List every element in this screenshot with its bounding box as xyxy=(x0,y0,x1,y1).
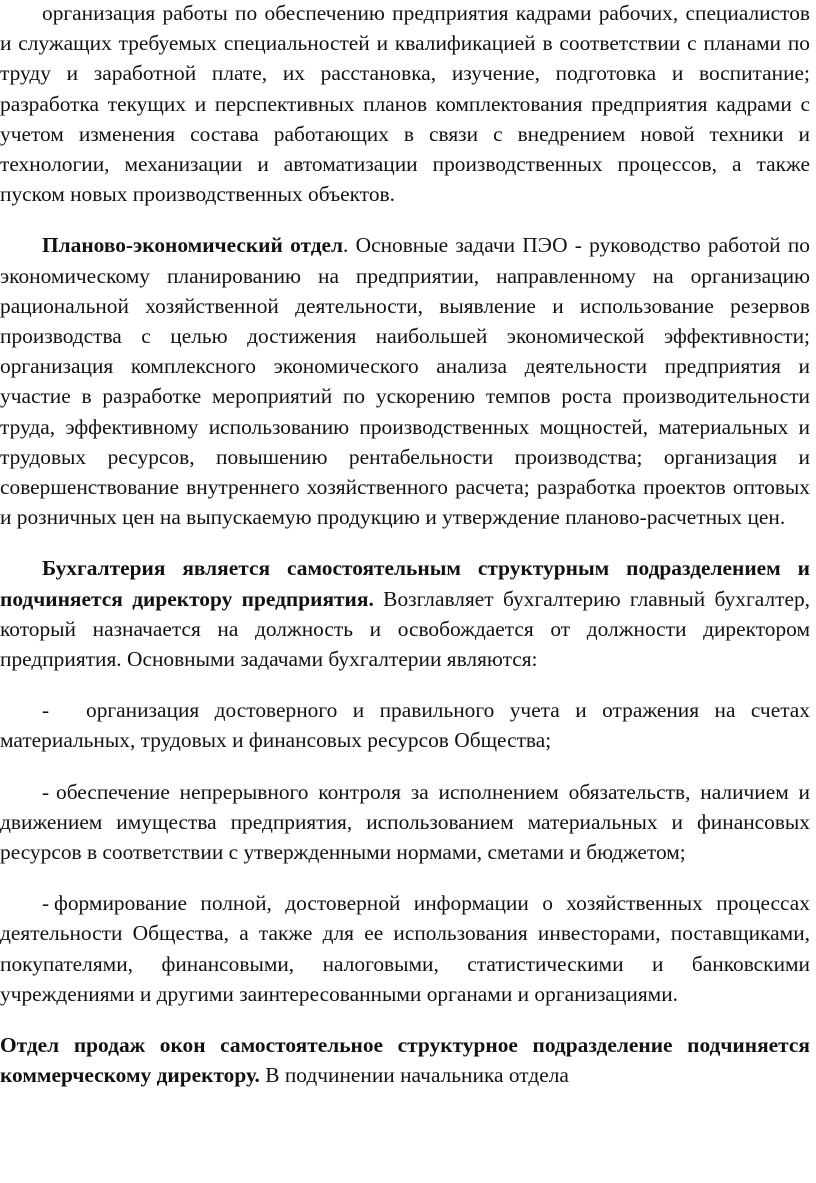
paragraph-hr-tasks: организация работы по обеспечению предприятия кадрами рабочих, специалистов и служащих требуемых специальностей и квалификацией в соответствии с планами по труду и заработной плате, их расстановка, изучение, подготовка и воспитание; разработка текущих и перспективных планов комплектования предприятия кадрами с учетом изменения состава работающих в связи с внедрением новой техники и технологии, механизации и автоматизации производственных процессов, а также пуском новых производственных объектов. xyxy=(0,1,810,207)
heading-planning-department: Планово-экономический отдел xyxy=(42,233,344,258)
list-dash: - xyxy=(42,779,50,804)
planning-department-text: . Основные задачи ПЭО - руководство работой по экономическому планированию на предприятии, направленному на организацию рациональной хозяйственной деятельности, выявление и использование резервов производства с целью достижения наибольшей экономической эффективности; организация комплексного экономического анализа деятельности предприятия и участие в разработке мероприятий по ускорению темпов роста производительности труда, эффективному использованию производственных мощностей, материальных и трудовых ресурсов, повышению рентабельности производства; организация и совершенствование внутреннего хозяйственного расчета; разработка проектов оптовых и розничных цен на выпускаемую продукцию и утверждение планово-расчетных цен. xyxy=(0,233,810,530)
list-dash: - xyxy=(42,698,50,723)
list-item xyxy=(0,888,810,1009)
list-item xyxy=(0,695,810,755)
accounting-text: Возглавляет бухгалтерию главный бухгалтер, который назначается на должность и освобождается от должности директором предприятия. Основными задачами бухгалтерии являются: xyxy=(0,586,810,672)
paragraph-planning-department xyxy=(0,230,810,532)
heading-sales-department: Отдел продаж окон самостоятельное структурное подразделение подчиняется коммерческому директору. xyxy=(0,1033,810,1088)
list-item-text: обеспечение непрерывного контроля за исполнением обязательств, наличием и движением имущества предприятия, использованием материальных и финансовых ресурсов в соответствии с утвержденными нормами, сметами и бюджетом; xyxy=(0,779,810,865)
paragraph-sales-department xyxy=(0,1030,810,1090)
sales-department-text: В подчинении начальника отдела xyxy=(259,1063,569,1088)
list-item xyxy=(0,777,810,868)
list-dash: - xyxy=(42,891,50,916)
paragraph-accounting xyxy=(0,553,810,674)
list-item-text: организация достоверного и правильного учета и отражения на счетах материальных, трудовых и финансовых ресурсов Общества; xyxy=(0,698,810,753)
list-item-text: формирование полной, достоверной информации о хозяйственных процессах деятельности Общества, а также для ее использования инвесторами, поставщиками, покупателями, финансовыми, налоговыми, статистическими и банковскими учреждениями и другими заинтересованными органами и организациями. xyxy=(0,891,810,1006)
heading-accounting: Бухгалтерия является самостоятельным структурным подразделением и подчиняется директору предприятия. xyxy=(0,556,810,611)
